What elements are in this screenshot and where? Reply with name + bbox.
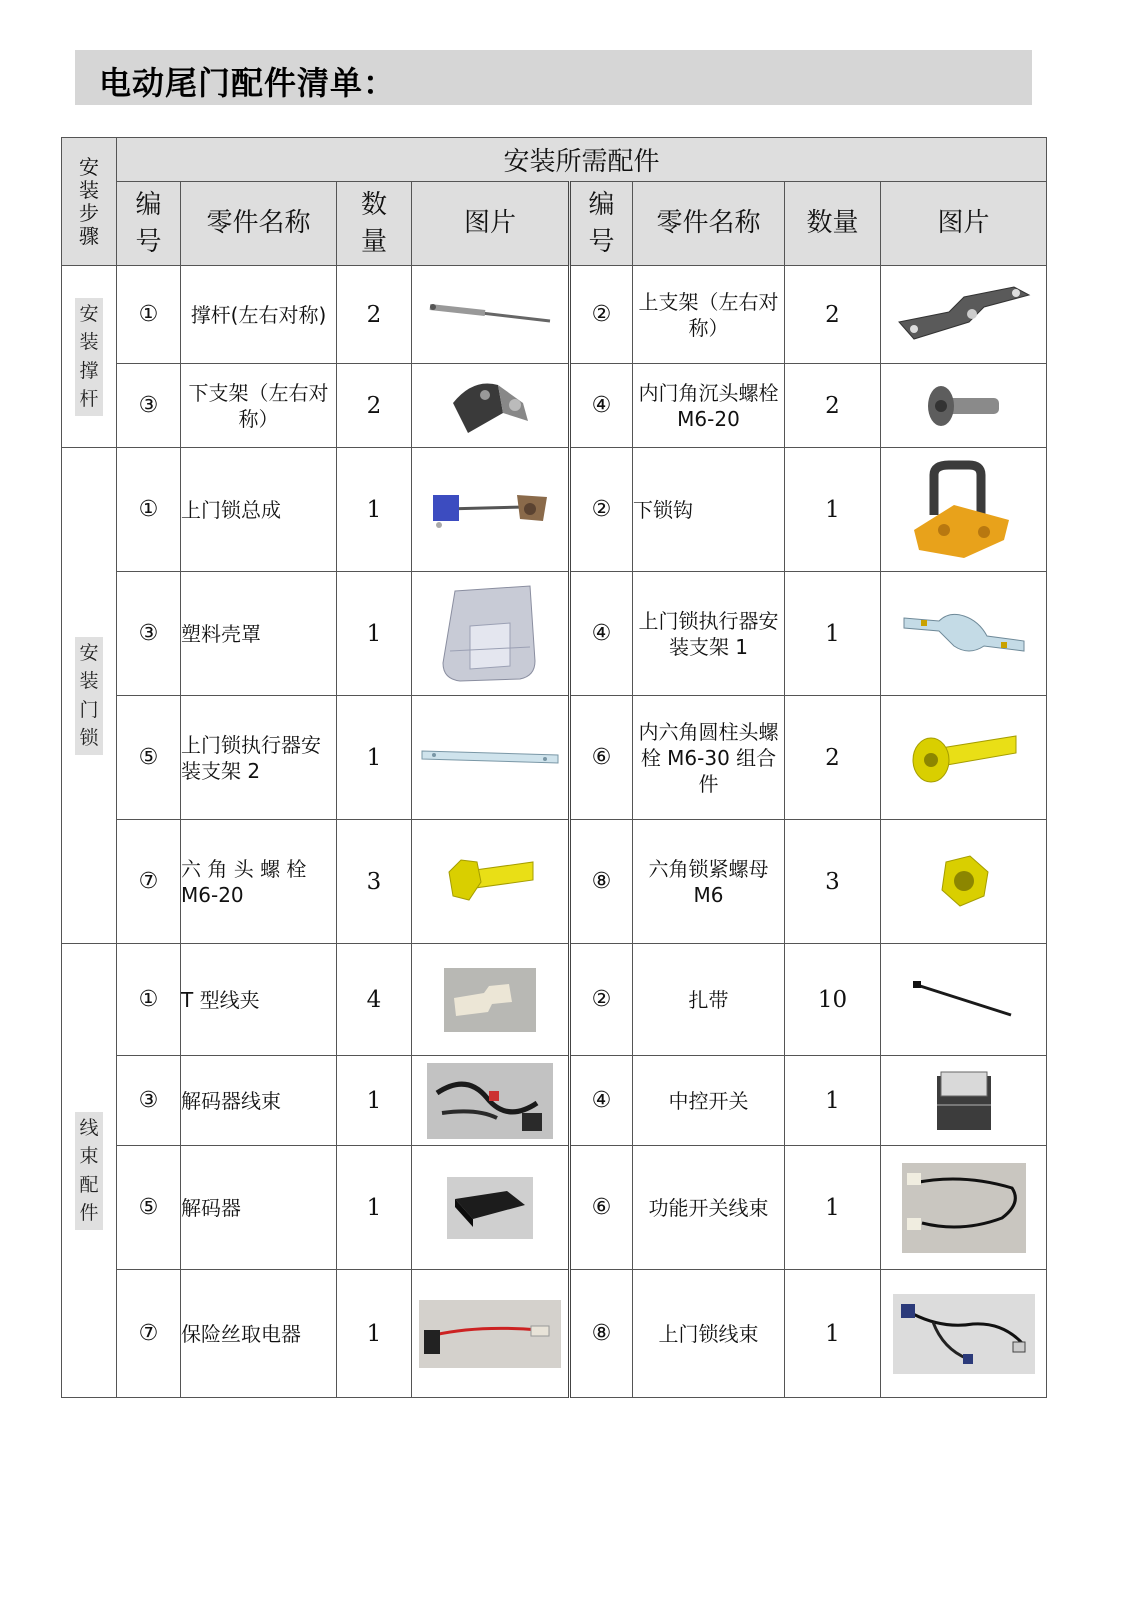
step-label: 线束配件: [75, 1112, 103, 1230]
part-name: 中控开关: [633, 1056, 785, 1146]
item-number: ②: [570, 944, 633, 1056]
part-picture: [412, 1056, 570, 1146]
part-name: 撑杆(左右对称): [181, 266, 337, 364]
step-label-cell: [62, 266, 117, 448]
part-quantity: 1: [785, 1270, 881, 1398]
part-quantity: 2: [337, 364, 412, 448]
part-quantity: 1: [785, 448, 881, 572]
pic-header: 图片: [412, 182, 570, 266]
item-number: ①: [117, 266, 181, 364]
part-name: 下支架（左右对称）: [181, 364, 337, 448]
step-label-cell: [62, 944, 117, 1398]
t-wire-clip-icon: [412, 968, 568, 1032]
part-picture: [881, 448, 1047, 572]
page-title: 电动尾门配件清单：: [99, 64, 397, 102]
table-row: [62, 944, 1047, 1056]
step-column-header: 安装步骤: [62, 138, 117, 266]
item-number: ⑥: [570, 1146, 633, 1270]
cable-tie-icon: [881, 977, 1046, 1022]
upper-bracket-icon: [881, 277, 1046, 352]
part-name: 扎带: [633, 944, 785, 1056]
part-name: 下锁钩: [633, 448, 785, 572]
part-picture: [881, 572, 1047, 696]
pic-header-right: 图片: [881, 182, 1047, 266]
part-picture: [412, 944, 570, 1056]
item-number: ③: [117, 572, 181, 696]
part-quantity: 2: [785, 696, 881, 820]
part-picture: [881, 1270, 1047, 1398]
part-picture: [881, 1146, 1047, 1270]
num-header-right: 编号: [570, 182, 633, 266]
part-quantity: 1: [337, 696, 412, 820]
item-number: ①: [117, 944, 181, 1056]
item-number: ⑦: [117, 1270, 181, 1398]
part-picture: [412, 820, 570, 944]
part-picture: [412, 696, 570, 820]
table-row: [62, 364, 1047, 448]
part-quantity: 1: [337, 1146, 412, 1270]
socket-head-bolt-icon: [881, 728, 1046, 788]
part-name: 塑料壳罩: [181, 572, 337, 696]
part-quantity: 4: [337, 944, 412, 1056]
part-quantity: 3: [785, 820, 881, 944]
part-picture: [412, 448, 570, 572]
hex-nut-icon: [881, 852, 1046, 912]
name-header: 零件名称: [181, 182, 337, 266]
part-quantity: 2: [785, 364, 881, 448]
lower-bracket-icon: [412, 373, 568, 438]
table-row: [62, 1056, 1047, 1146]
switch-harness-icon: [881, 1163, 1046, 1253]
actuator-bracket-2-icon: [412, 745, 568, 770]
step-label: 安装撑杆: [75, 298, 103, 416]
item-number: ②: [570, 448, 633, 572]
step-label-cell: [62, 448, 117, 944]
countersunk-bolt-icon: [881, 381, 1046, 431]
part-picture: [881, 364, 1047, 448]
part-quantity: 2: [785, 266, 881, 364]
lock-hook-icon: [881, 460, 1046, 560]
group-header: 安装所需配件: [117, 138, 1047, 182]
item-number: ⑧: [570, 820, 633, 944]
item-number: ⑤: [117, 1146, 181, 1270]
part-name: 内门角沉头螺栓 M6-20: [633, 364, 785, 448]
item-number: ③: [117, 1056, 181, 1146]
part-name: 上门锁线束: [633, 1270, 785, 1398]
title-bar: [75, 50, 1032, 105]
hex-bolt-icon: [412, 852, 568, 912]
part-picture: [412, 572, 570, 696]
item-number: ⑥: [570, 696, 633, 820]
part-quantity: 1: [785, 572, 881, 696]
part-name: 解码器线束: [181, 1056, 337, 1146]
table-row: [62, 572, 1047, 696]
part-quantity: 3: [337, 820, 412, 944]
part-name: 上门锁总成: [181, 448, 337, 572]
part-name: 保险丝取电器: [181, 1270, 337, 1398]
parts-table: [61, 137, 1047, 1398]
actuator-bracket-1-icon: [881, 606, 1046, 661]
table-row: [62, 1270, 1047, 1398]
lock-harness-icon: [881, 1294, 1046, 1374]
table-row: [62, 448, 1047, 572]
part-quantity: 1: [337, 448, 412, 572]
part-picture: [881, 944, 1047, 1056]
qty-header-right: 数量: [785, 182, 881, 266]
part-picture: [412, 1146, 570, 1270]
part-name: 功能开关线束: [633, 1146, 785, 1270]
part-name: 六角锁紧螺母 M6: [633, 820, 785, 944]
part-quantity: 1: [337, 1270, 412, 1398]
part-quantity: 1: [337, 1056, 412, 1146]
table-row: [62, 820, 1047, 944]
part-picture: [881, 820, 1047, 944]
strut-rod-icon: [412, 295, 568, 335]
item-number: ①: [117, 448, 181, 572]
part-picture: [881, 696, 1047, 820]
part-picture: [412, 1270, 570, 1398]
decoder-box-icon: [412, 1177, 568, 1239]
part-quantity: 2: [337, 266, 412, 364]
item-number: ④: [570, 364, 633, 448]
control-switch-icon: [881, 1068, 1046, 1134]
item-number: ③: [117, 364, 181, 448]
item-number: ④: [570, 1056, 633, 1146]
part-name: 解码器: [181, 1146, 337, 1270]
table-row: [62, 1146, 1047, 1270]
part-quantity: 1: [785, 1056, 881, 1146]
item-number: ⑤: [117, 696, 181, 820]
part-picture: [881, 1056, 1047, 1146]
name-header-right: 零件名称: [633, 182, 785, 266]
fuse-tap-icon: [412, 1300, 568, 1368]
step-label: 安装门锁: [75, 637, 103, 755]
part-name: 上门锁执行器安装支架 2: [181, 696, 337, 820]
plastic-cover-icon: [412, 581, 568, 686]
item-number: ②: [570, 266, 633, 364]
item-number: ⑦: [117, 820, 181, 944]
item-number: ⑧: [570, 1270, 633, 1398]
decoder-harness-icon: [412, 1063, 568, 1139]
part-name: 上支架（左右对称）: [633, 266, 785, 364]
part-name: T 型线夹: [181, 944, 337, 1056]
part-picture: [412, 364, 570, 448]
qty-header: 数量: [337, 182, 412, 266]
table-row: [62, 696, 1047, 820]
table-row: [62, 266, 1047, 364]
part-quantity: 1: [785, 1146, 881, 1270]
part-name: 内六角圆柱头螺栓 M6-30 组合件: [633, 696, 785, 820]
num-header: 编号: [117, 182, 181, 266]
part-name: 上门锁执行器安装支架 1: [633, 572, 785, 696]
item-number: ④: [570, 572, 633, 696]
part-quantity: 10: [785, 944, 881, 1056]
part-name: 六 角 头 螺 栓 M6-20: [181, 820, 337, 944]
part-picture: [881, 266, 1047, 364]
part-picture: [412, 266, 570, 364]
part-quantity: 1: [337, 572, 412, 696]
door-lock-assembly-icon: [412, 487, 568, 532]
